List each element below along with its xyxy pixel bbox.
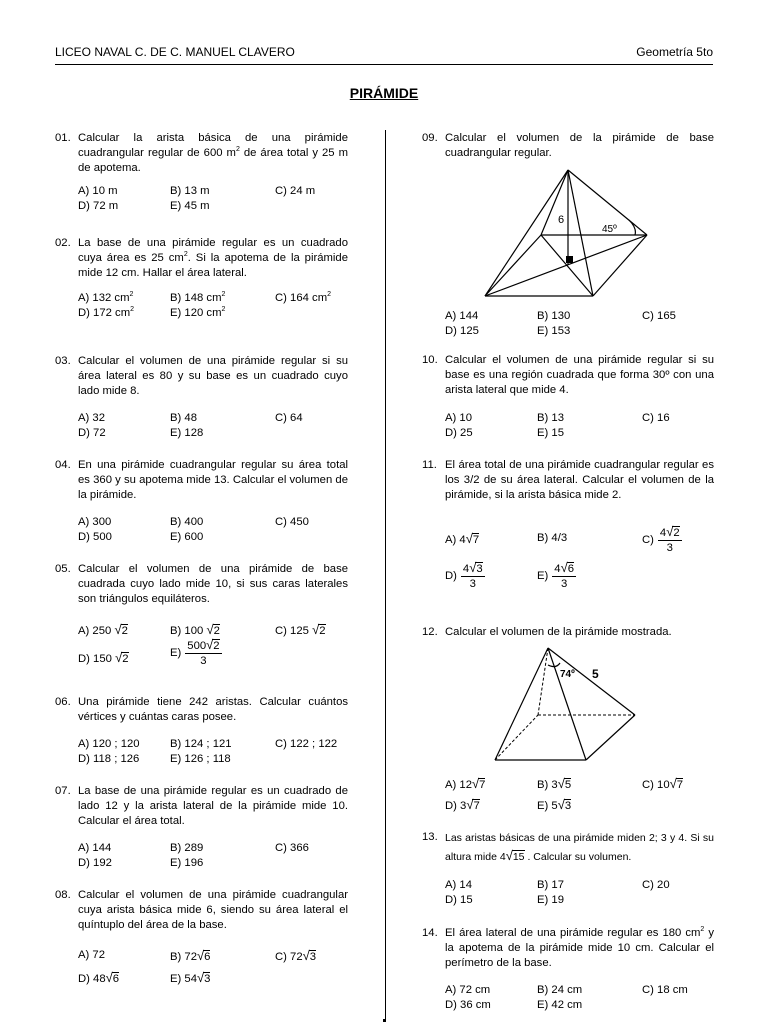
question-text: El área lateral de una pirámide regular es 180 $cm^2$ y la apotema de la pirámide mide 10 cm. Calcular el perímetro de la base. <box>445 926 714 969</box>
option-d[interactable]: D) 48√6 <box>78 970 120 985</box>
option-b[interactable]: B) 13 <box>537 412 565 424</box>
question-03: 03. Calcular el volumen de una pirámide regular si su área lateral es 80 y su base es un cuadrado cuyo lado mide 8. A) 32 B) 48 C) 64 D) 72 E) 128 <box>55 355 348 439</box>
question-05: 05. Calcular el volumen de una pirámide de base cuadrada cuyo lado mide 10, si sus caras laterales son triángulos equiláteros. A) 250 √2 B) 100 √2 C) 125 √2 D) 150 √2 E) $\frac{500√2}{3}$ <box>55 562 348 677</box>
option-b[interactable]: B) 100 √2 <box>170 622 220 637</box>
question-text: El área total de una pirámide cuadrangular regular es los 3/2 de su área lateral. Calcular el volumen de la pirámide, si la arista básica mide 2. <box>445 459 714 501</box>
question-07: 07. La base de una pirámide regular es un cuadrado de lado 12 y la arista lateral de la pirámide mide 10. Calcular el área total. A) 144 B) 289 C) 366 D) 192 E) 196 <box>55 785 348 869</box>
answer-options <box>445 878 714 908</box>
option-c[interactable]: C) 72√3 <box>275 948 317 963</box>
question-text: Calcular el volumen de una pirámide regular si su base es una región cuadrada que forma 30º con una arista lateral que mide 4. <box>445 354 714 396</box>
option-c[interactable]: C) 20 <box>642 879 670 891</box>
question-14: 14. El área lateral de una pirámide regular es 180 $cm^2$ y la apotema de la pirámide mide 10 cm. Calcular el perímetro de la base. A) 72 cm B) 24 cm C) 18 cm D) 36 cm E) 42 cm <box>422 926 714 1011</box>
option-d[interactable]: D) 36 cm <box>445 999 491 1011</box>
question-12: 12. Calcular el volumen de la pirámide mostrada. <box>422 625 714 640</box>
option-c[interactable]: C) 164 $cm^2$ <box>275 291 332 304</box>
option-e[interactable]: E) $\frac{500√2}{3}$ <box>170 637 220 667</box>
question-text: Las aristas básicas de una pirámide miden 2; 3 y 4. Si su altura mide 4√15 . Calcular su volumen. <box>445 832 714 863</box>
option-e[interactable]: E) 128 <box>170 427 204 439</box>
answer-options <box>445 983 714 1013</box>
answer-options <box>445 309 714 339</box>
option-a[interactable]: A) 10 <box>445 412 473 424</box>
option-b[interactable]: B) 3√5 <box>537 776 572 791</box>
option-d[interactable]: D) 25 <box>445 427 473 439</box>
angle-label: 74º <box>560 669 575 680</box>
question-09: 09. Calcular el volumen de la pirámide de base cuadrangular regular. <box>422 132 714 159</box>
question-08: 08. Calcular el volumen de una pirámide cuadrangular cuya arista básica mide 6, siendo su área lateral el quíntuplo del área de la base. A) 72 B) 72√6 C) 72√3 D) 48√6 E) 54√3 <box>55 888 348 988</box>
option-e[interactable]: E) 120 $cm^2$ <box>170 306 226 319</box>
page-header <box>55 44 713 65</box>
option-c[interactable]: C) 450 <box>275 516 309 528</box>
option-e[interactable]: E) 196 <box>170 857 204 869</box>
option-b[interactable]: B) 72√6 <box>170 948 211 963</box>
option-b[interactable]: B) 130 <box>537 310 571 322</box>
option-c[interactable]: C) 18 cm <box>642 984 688 996</box>
question-text: La base de una pirámide regular es un cuadrado cuya área es 25 $cm^2$. Si la apotema de la pirámide mide 12 cm. Hallar el área lateral. <box>78 237 348 279</box>
question-04: 04. En una pirámide cuadrangular regular su área total es 360 y su apotema mide 13. Calcular el volumen de la pirámide. A) 300 B) 400 C) 450 D) 500 E) 600 <box>55 459 348 543</box>
option-a[interactable]: A) 144 <box>78 842 112 854</box>
answer-options <box>78 184 348 214</box>
option-b[interactable]: B) 48 <box>170 412 198 424</box>
page-title: PIRÁMIDE <box>349 85 419 101</box>
side-label: 5 <box>592 667 599 681</box>
question-text: En una pirámide cuadrangular regular su área total es 360 y su apotema mide 13. Calcular el volumen de la pirámide. <box>78 459 348 501</box>
option-a[interactable]: A) 120 ; 120 <box>78 738 140 750</box>
option-b[interactable]: B) 17 <box>537 879 565 891</box>
option-c[interactable]: C) 10√7 <box>642 776 684 791</box>
answer-options <box>78 411 348 441</box>
option-a[interactable]: A) 4√7 <box>445 531 480 546</box>
option-e[interactable]: E) 54√3 <box>170 970 211 985</box>
height-label: 6 <box>558 214 565 226</box>
option-a[interactable]: A) 132 $cm^2$ <box>78 291 134 304</box>
option-b[interactable]: B) 4/3 <box>537 532 568 544</box>
option-c[interactable]: C) 24 m <box>275 185 316 197</box>
option-d[interactable]: D) 118 ; 126 <box>78 753 140 765</box>
question-06: 06. Una pirámide tiene 242 aristas. Calcular cuántos vértices y cuántas caras posee. A) 120 ; 120 B) 124 ; 121 C) 122 ; 122 D) 118 ; 126 E) 126 ; 118 <box>55 696 348 765</box>
option-a[interactable]: A) 300 <box>78 516 112 528</box>
question-text: Calcular el volumen de una pirámide de base cuadrada cuyo lado mide 10, si sus caras laterales son triángulos equiláteros. <box>78 563 348 605</box>
option-b[interactable]: B) 289 <box>170 842 204 854</box>
question-text: Calcular el volumen de una pirámide cuadrangular cuya arista básica mide 6, siendo su área lateral el quíntuplo del área de la base. <box>78 889 348 931</box>
option-e[interactable]: E) 19 <box>537 894 565 906</box>
option-b[interactable]: B) 13 m <box>170 185 210 197</box>
answer-options <box>445 776 714 816</box>
option-a[interactable]: A) 14 <box>445 879 473 891</box>
option-e[interactable]: E) 126 ; 118 <box>170 753 231 765</box>
angle-label: 45º <box>602 224 617 235</box>
option-d[interactable]: D) $\frac{4√3}{3}$ <box>445 560 483 590</box>
option-b[interactable]: B) 124 ; 121 <box>170 738 232 750</box>
option-a[interactable]: A) 12√7 <box>445 776 486 791</box>
option-d[interactable]: D) 72 m <box>78 200 119 212</box>
option-d[interactable]: D) 15 <box>445 894 473 906</box>
answer-options <box>78 622 348 677</box>
option-e[interactable]: E) 5√3 <box>537 797 572 812</box>
option-a[interactable]: A) 72 <box>78 949 106 961</box>
option-a[interactable]: A) 250 √2 <box>78 622 128 637</box>
question-text: Calcular el volumen de la pirámide mostrada. <box>445 626 672 638</box>
question-text: Calcular el volumen de una pirámide regular si su área lateral es 80 y su base es un cuadrado cuyo lado mide 8. <box>78 355 348 397</box>
question-02: 02. La base de una pirámide regular es un cuadrado cuya área es 25 $cm^2$. Si la apotema de la pirámide mide 12 cm. Hallar el área lateral. A) 132 $cm^2$ B) 148 $cm^2$ C) 164 $cm^2$ D) 172 $cm^2$ E) 120 $cm^2$ <box>55 237 348 319</box>
question-11: 11. El área total de una pirámide cuadrangular regular es los 3/2 de su área lateral. Calcular el volumen de la pirámide, si la arista básica mide 2. A) 4√7 B) 4/3 C) $\frac{4√2}{3}$ D) $\frac{4√3}{3}$ E) $\frac{4√6}{3}$ <box>422 459 714 590</box>
option-d[interactable]: D) 72 <box>78 427 106 439</box>
option-c[interactable]: C) $\frac{4√2}{3}$ <box>642 524 680 554</box>
answer-options <box>78 841 348 871</box>
school-name: LICEO NAVAL C. DE C. MANUEL CLAVERO <box>55 45 295 59</box>
option-e[interactable]: E) 15 <box>537 427 565 439</box>
page-mark <box>383 1019 386 1022</box>
option-c[interactable]: C) 125 √2 <box>275 622 326 637</box>
option-d[interactable]: D) 172 $cm^2$ <box>78 306 135 319</box>
answer-options <box>445 411 714 441</box>
option-c[interactable]: C) 64 <box>275 412 303 424</box>
option-d[interactable]: D) 3√7 <box>445 797 480 812</box>
question-text: Calcular el volumen de la pirámide de base cuadrangular regular. <box>445 132 714 159</box>
option-a[interactable]: A) 72 cm <box>445 984 491 996</box>
option-b[interactable]: B) 24 cm <box>537 984 583 996</box>
option-d[interactable]: D) 125 <box>445 325 479 337</box>
option-d[interactable]: D) 150 √2 <box>78 650 129 665</box>
question-12-options <box>422 776 714 816</box>
option-e[interactable]: E) 45 m <box>170 200 210 212</box>
option-e[interactable]: E) 600 <box>170 531 204 543</box>
answer-options <box>445 525 714 590</box>
option-e[interactable]: E) 153 <box>537 325 571 337</box>
option-d[interactable]: D) 192 <box>78 857 112 869</box>
option-a[interactable]: A) 32 <box>78 412 106 424</box>
question-text: Una pirámide tiene 242 aristas. Calcular cuántos vértices y cuántas caras posee. <box>78 696 348 723</box>
option-e[interactable]: E) $\frac{4√6}{3}$ <box>537 560 575 590</box>
question-text: Calcular la arista básica de una pirámide cuadrangular regular de 600 $m^2$ de área total y 25 m de apotema. <box>78 132 348 174</box>
option-d[interactable]: D) 500 <box>78 531 112 543</box>
answer-options <box>78 291 348 321</box>
answer-options <box>78 948 348 988</box>
figure-pyramid-09 <box>455 168 655 308</box>
answer-options <box>78 515 348 545</box>
question-01: 01. Calcular la arista básica de una pirámide cuadrangular regular de 600 $m^2$ de área total y 25 m de apotema. A) 10 m B) 13 m C) 24 m D) 72 m E) 45 m <box>55 132 348 212</box>
course-name: Geometría 5to <box>636 45 713 59</box>
question-text: La base de una pirámide regular es un cuadrado de lado 12 y la arista lateral de la pirámide mide 10. Calcular el área total. <box>78 785 348 827</box>
option-a[interactable]: A) 10 m <box>78 185 118 197</box>
option-e[interactable]: E) 42 cm <box>537 999 583 1011</box>
answer-options <box>78 737 348 767</box>
option-c[interactable]: C) 366 <box>275 842 309 854</box>
option-c[interactable]: C) 165 <box>642 310 676 322</box>
question-10: 10. Calcular el volumen de una pirámide regular si su base es una región cuadrada que forma 30º con una arista lateral que mide 4. A) 10 B) 13 C) 16 D) 25 E) 15 <box>422 354 714 439</box>
figure-pyramid-12 <box>490 645 640 770</box>
option-b[interactable]: B) 400 <box>170 516 204 528</box>
option-b[interactable]: B) 148 $cm^2$ <box>170 291 226 304</box>
option-c[interactable]: C) 16 <box>642 412 670 424</box>
option-c[interactable]: C) 122 ; 122 <box>275 738 338 750</box>
question-13: 13. Las aristas básicas de una pirámide miden 2; 3 y 4. Si su altura mide 4√15 . Calcular su volumen. A) 14 B) 17 C) 20 D) 15 E) 19 <box>422 831 714 906</box>
column-divider <box>385 130 386 1020</box>
option-a[interactable]: A) 144 <box>445 310 479 322</box>
question-09-options <box>422 309 714 339</box>
